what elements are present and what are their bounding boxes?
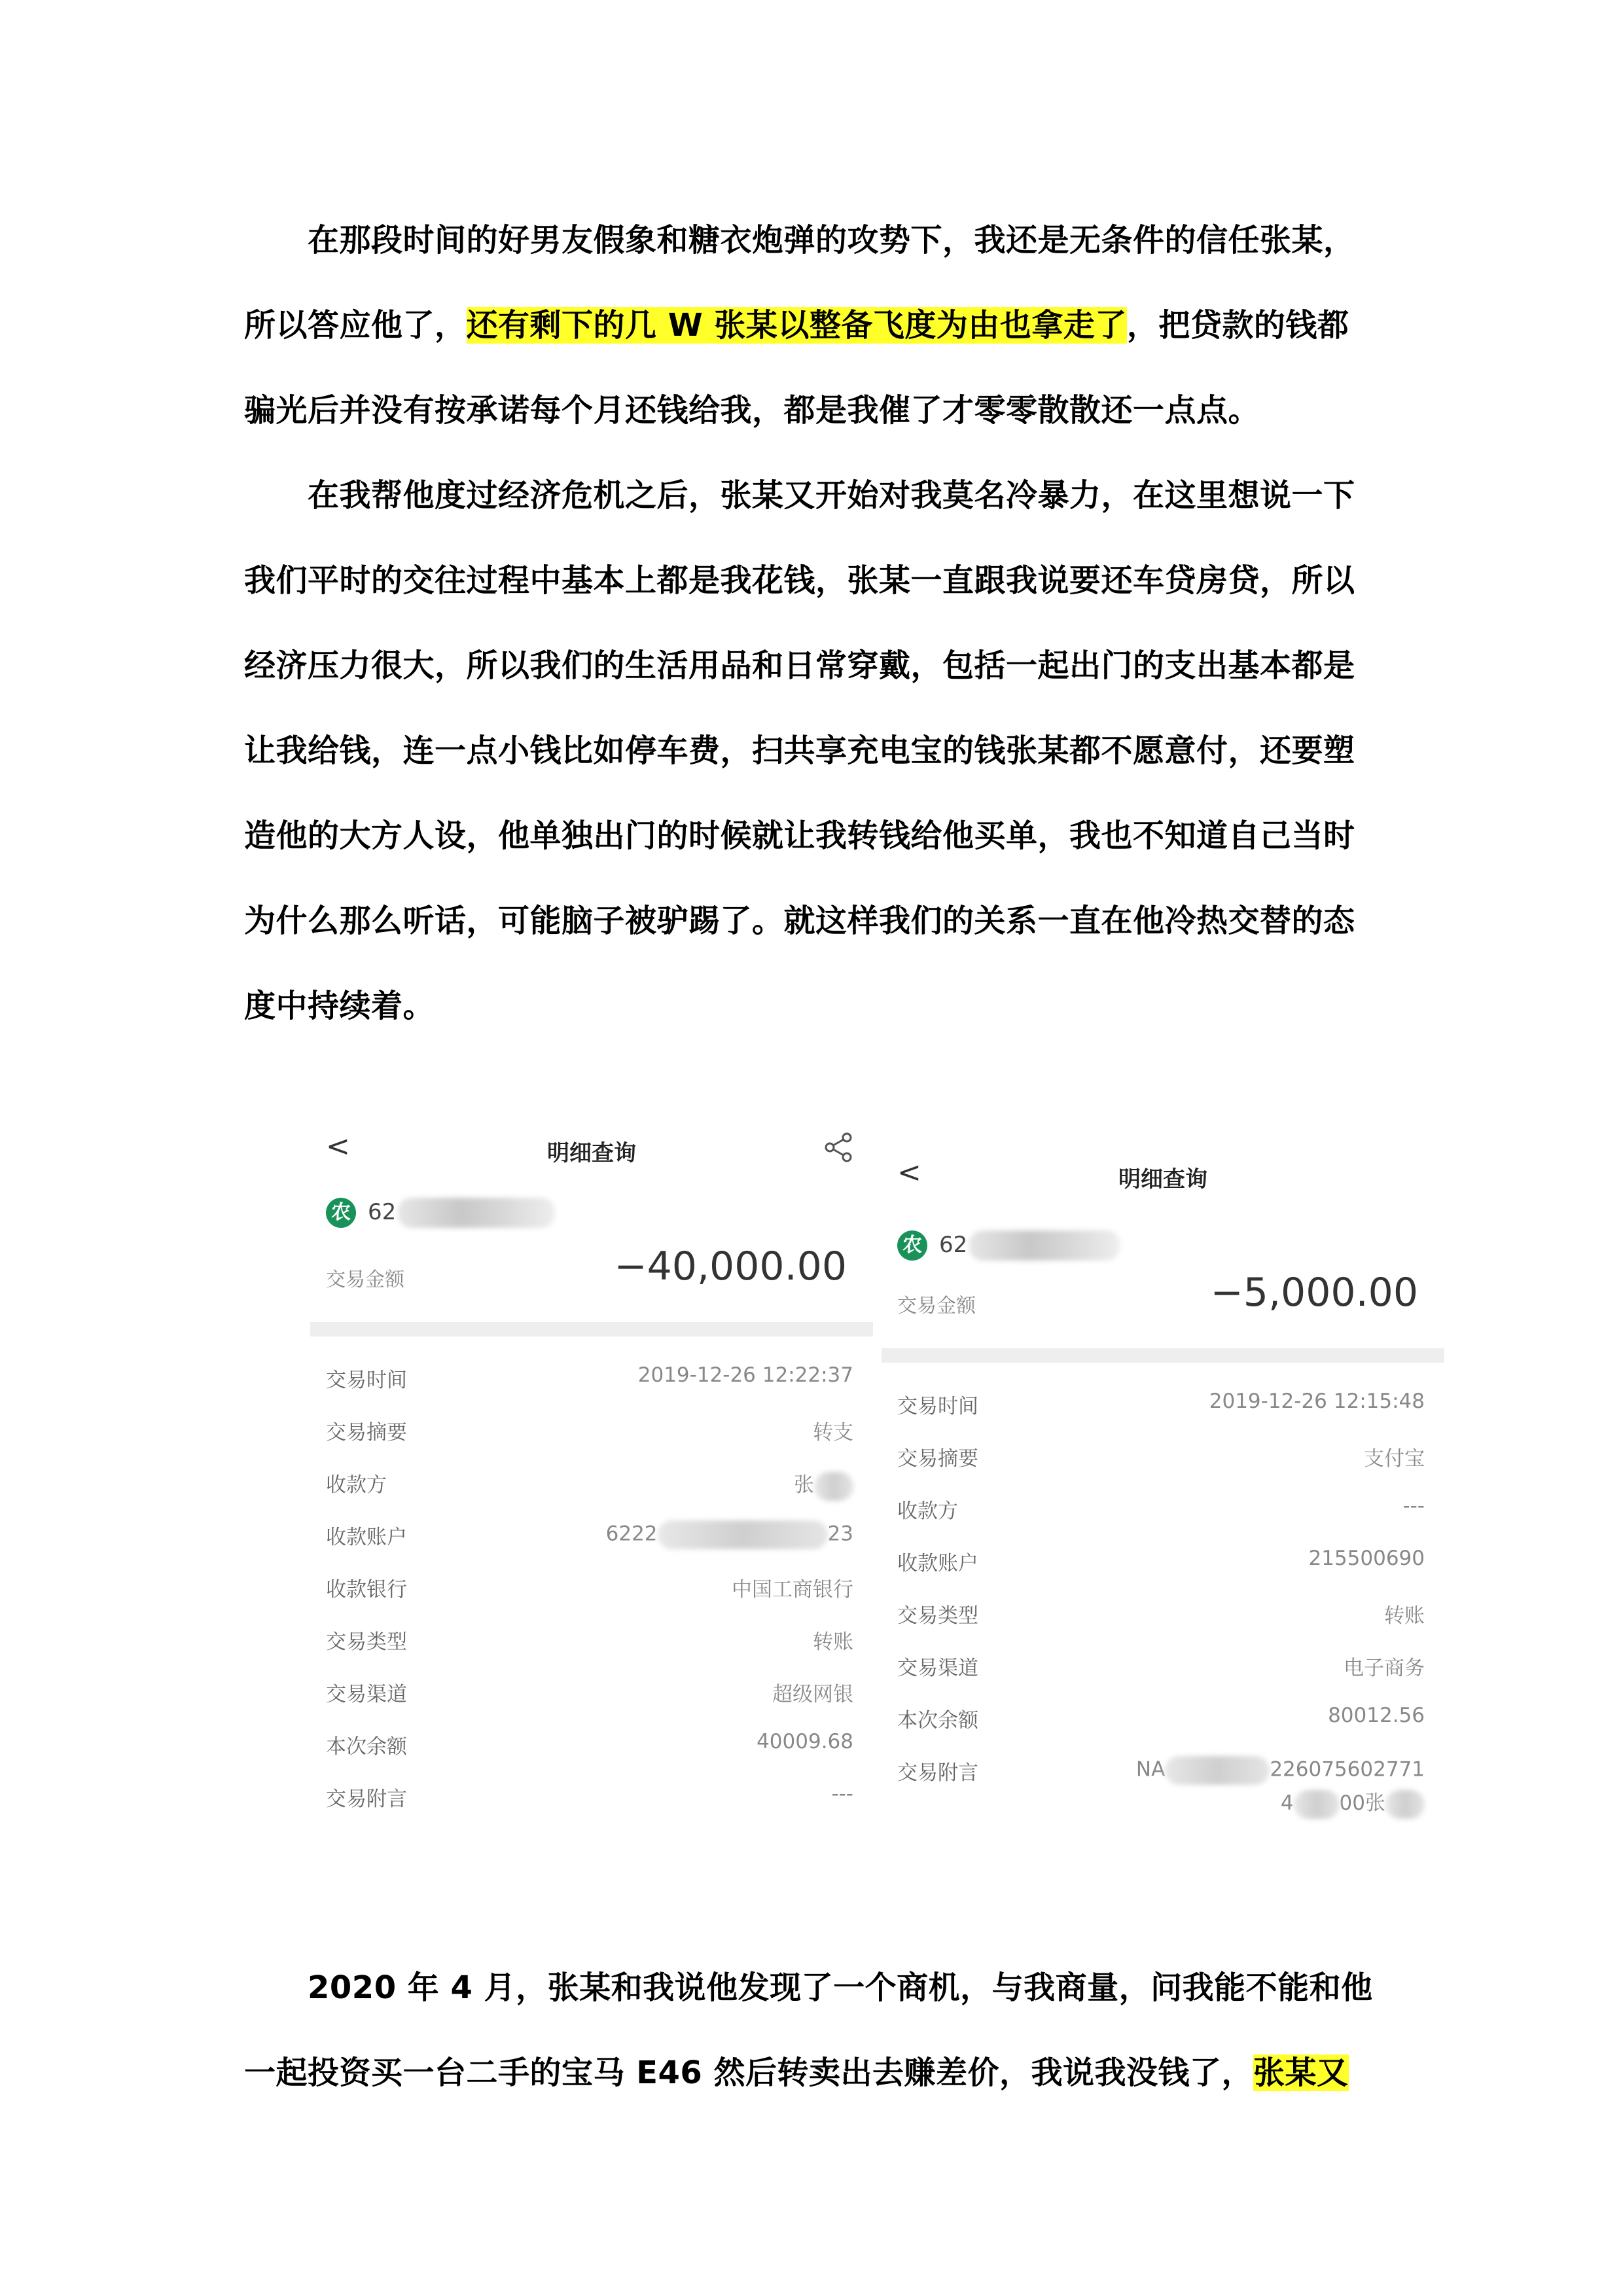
redaction-blur [814,1472,853,1501]
field-label: 交易渠道 [326,1683,407,1706]
field-label: 交易摘要 [897,1447,978,1471]
text-segment: 所以答应他了， [244,307,467,344]
detail-row [326,1416,853,1468]
back-arrow-icon[interactable]: < [897,1156,921,1189]
detail-row [897,1547,1425,1599]
field-value: 支付宝 [1364,1447,1425,1471]
receipt-screenshot-left [310,1126,873,1811]
field-value: 电子商务 [1344,1657,1425,1680]
redaction-blur [1385,1790,1425,1819]
redaction-blur [969,1230,1120,1261]
text-line: 在那段时间的好男友假象和糖衣炮弹的攻势下，我还是无条件的信任张某， [244,222,1355,259]
receipt-title: 明细查询 [547,1140,636,1166]
field-value: 80012.56 [1328,1704,1425,1727]
field-label: 交易时间 [326,1369,407,1392]
field-value: 40009.68 [757,1730,853,1753]
text-line: 度中持续着。 [244,988,435,1024]
detail-row [897,1494,1425,1547]
account-row [326,1198,653,1237]
field-value: 转账 [1384,1604,1425,1628]
field-value: 2019-12-26 12:22:37 [637,1363,853,1387]
field-label: 本次余额 [326,1735,407,1759]
field-label: 交易类型 [897,1604,978,1628]
divider [310,1322,873,1336]
receipt-header [310,1126,873,1191]
field-label: 本次余额 [897,1709,978,1732]
text-line: 让我给钱，连一点小钱比如停车费，扫共享充电宝的钱张某都不愿意付，还要塑 [244,732,1355,769]
field-value: 转支 [813,1421,853,1444]
text-line: 造他的大方人设，他单独出门的时候就让我转钱给他买单，我也不知道自己当时 [244,817,1355,854]
text-line: 经济压力很大，所以我们的生活用品和日常穿戴，包括一起出门的支出基本都是 [244,647,1355,684]
field-value-line2 [1281,1786,1425,1819]
redaction-blur [1294,1790,1340,1819]
value-text: 23 [827,1522,853,1546]
field-value [794,1468,853,1501]
detail-row [326,1573,853,1625]
detail-row [326,1782,853,1835]
value-text: 6222 [605,1522,658,1546]
detail-row [326,1677,853,1730]
field-label: 交易附言 [326,1787,407,1811]
amount-label: 交易金额 [897,1295,976,1318]
account-number: 62 [368,1199,397,1225]
field-value [606,1520,853,1549]
amount-value: −5,000.00 [1210,1270,1418,1316]
redaction-blur [1165,1756,1270,1785]
paragraph-2 [244,453,1382,1049]
detail-row [897,1756,1425,1828]
value-text: 4 [1280,1791,1294,1815]
paragraph-3 [244,1945,1382,2115]
value-text: 张 [794,1473,814,1497]
detail-list [897,1390,1425,1828]
text-segment: ，把贷款的钱都 [1126,307,1349,344]
field-label: 交易渠道 [897,1657,978,1680]
detail-row [897,1599,1425,1651]
amount-value: −40,000.00 [614,1244,847,1289]
share-icon[interactable] [822,1131,855,1164]
bank-logo-icon: 农 [326,1198,356,1228]
receipt-screenshot-right [882,1152,1444,1846]
detail-row [326,1520,853,1573]
field-value: 中国工商银行 [732,1578,853,1602]
divider [882,1348,1444,1363]
value-text: 00张 [1339,1791,1385,1815]
field-value [1136,1756,1425,1785]
highlighted-text: 张某又 [1253,2054,1349,2091]
text-line: 骗光后并没有按承诺每个月还钱给我，都是我催了才零零散散还一点点。 [244,392,1260,429]
detail-list [326,1363,853,1835]
field-label: 交易摘要 [326,1421,407,1444]
field-label: 交易附言 [897,1761,978,1785]
value-text: NA [1135,1757,1166,1782]
detail-row [897,1442,1425,1494]
text-line [244,2030,1382,2115]
back-arrow-icon[interactable]: < [326,1130,350,1163]
detail-row [326,1625,853,1677]
redaction-blur [398,1198,555,1228]
value-text: 226075602771 [1270,1757,1425,1782]
field-label: 收款方 [326,1473,387,1497]
amount-label: 交易金额 [326,1268,404,1291]
redaction-blur [658,1520,828,1549]
field-label: 收款方 [897,1499,958,1523]
field-value: 超级网银 [772,1683,853,1706]
text-line [244,283,1382,368]
detail-row [897,1390,1425,1442]
field-value: --- [1402,1494,1425,1518]
text-line: 在我帮他度过经济危机之后，张某又开始对我莫名冷暴力，在这里想说一下 [244,477,1355,514]
text-segment: 一起投资买一台二手的宝马 E46 然后转卖出去赚差价，我说我没钱了， [244,2054,1254,2091]
receipt-title: 明细查询 [1118,1166,1207,1193]
text-line: 为什么那么听话，可能脑子被驴踢了。就这样我们的关系一直在他冷热交替的态 [244,903,1355,939]
paragraph-1 [244,198,1382,453]
detail-row [326,1468,853,1520]
field-label: 收款账户 [897,1552,978,1575]
receipt-header [882,1152,1444,1217]
field-label: 收款银行 [326,1578,407,1602]
field-label: 收款账户 [326,1526,407,1549]
detail-row [897,1651,1425,1704]
field-value: 215500690 [1308,1547,1425,1570]
field-value: 2019-12-26 12:15:48 [1209,1390,1425,1413]
text-line: 2020 年 4 月，张某和我说他发现了一个商机，与我商量，问我能不能和他 [244,1969,1373,2006]
field-label: 交易类型 [326,1630,407,1654]
field-value: --- [831,1782,853,1806]
highlighted-text: 还有剩下的几 W 张某以整备飞度为由也拿走了 [466,307,1127,344]
account-number: 62 [939,1232,968,1258]
account-row [897,1230,1224,1270]
field-value: 转账 [813,1630,853,1654]
field-label: 交易时间 [897,1395,978,1418]
bank-logo-icon: 农 [897,1230,927,1261]
detail-row [326,1363,853,1416]
text-line: 我们平时的交往过程中基本上都是我花钱，张某一直跟我说要还车贷房贷，所以 [244,562,1355,599]
detail-row [897,1704,1425,1756]
detail-row [326,1730,853,1782]
